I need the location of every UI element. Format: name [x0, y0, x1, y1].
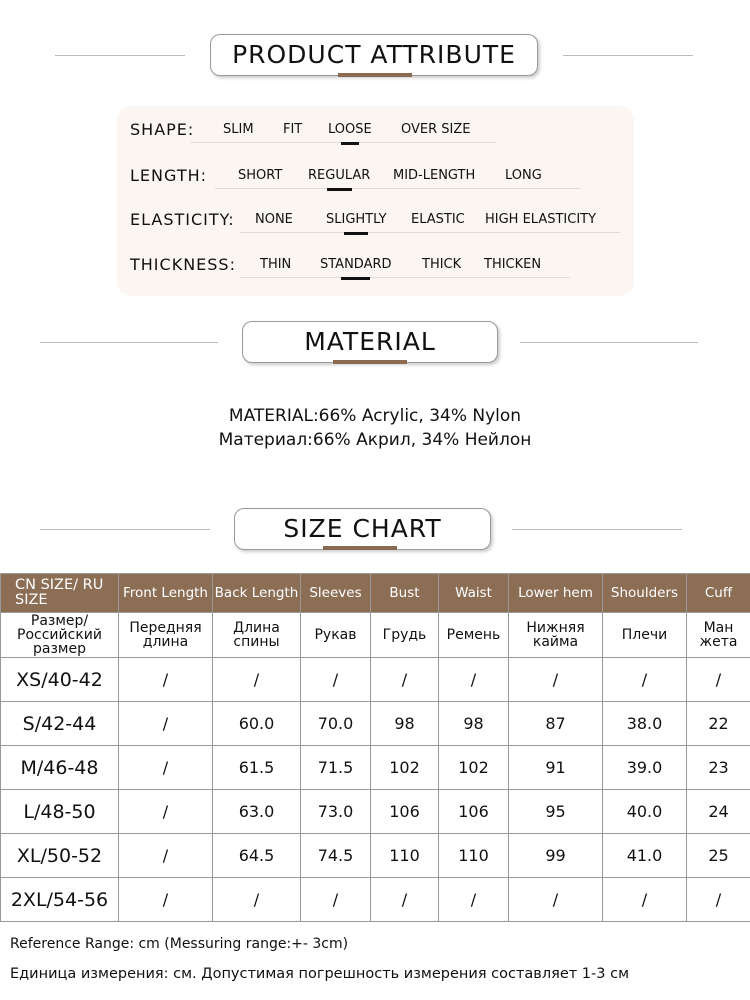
- measurement-cell: /: [509, 658, 603, 702]
- table-row: [1, 834, 750, 878]
- material-russian: Материал:66% Акрил, 34% Нейлон: [218, 430, 532, 450]
- size-chart-table: [0, 573, 750, 922]
- title-accent: [338, 73, 412, 77]
- attribute-option: SHORT: [238, 168, 283, 183]
- measurement-cell: /: [119, 834, 213, 878]
- column-header-ru: Размер/ Российский размер: [1, 613, 119, 658]
- column-header: Cuff: [687, 574, 750, 613]
- column-header-ru: Нижняя кайма: [509, 613, 603, 658]
- size-chart-title: SIZE CHART: [234, 508, 491, 550]
- column-header: Back Length: [213, 574, 301, 613]
- material-title: MATERIAL: [242, 321, 498, 363]
- measurement-cell: 60.0: [213, 702, 301, 746]
- title-accent: [333, 360, 407, 364]
- attribute-option-selected: REGULAR: [308, 168, 371, 183]
- column-header-ru: Ремень: [439, 613, 509, 658]
- measurement-cell: /: [687, 658, 750, 702]
- table-row: [1, 746, 750, 790]
- divider: [55, 55, 185, 56]
- measurement-cell: 64.5: [213, 834, 301, 878]
- measurement-cell: 106: [439, 790, 509, 834]
- measurement-cell: 91: [509, 746, 603, 790]
- measurement-cell: /: [371, 878, 439, 922]
- measurement-cell: 110: [371, 834, 439, 878]
- measurement-cell: 106: [371, 790, 439, 834]
- measurement-cell: 22: [687, 702, 750, 746]
- column-header-ru: Длина спины: [213, 613, 301, 658]
- measurement-cell: 71.5: [301, 746, 371, 790]
- column-header: Shoulders: [603, 574, 687, 613]
- column-header: Waist: [439, 574, 509, 613]
- attribute-option: OVER SIZE: [401, 122, 471, 137]
- column-header-ru: Плечи: [603, 613, 687, 658]
- divider: [563, 55, 693, 56]
- measurement-cell: 87: [509, 702, 603, 746]
- attribute-option-selected: SLIGHTLY: [326, 212, 387, 227]
- measurement-cell: /: [371, 658, 439, 702]
- attribute-option: THIN: [260, 257, 292, 272]
- column-header-ru: Рукав: [301, 613, 371, 658]
- measurement-cell: 25: [687, 834, 750, 878]
- size-cell: 2XL/54-56: [1, 878, 119, 922]
- column-header: CN SIZE/ RU SIZE: [1, 574, 119, 613]
- measurement-cell: 98: [371, 702, 439, 746]
- table-row: [1, 878, 750, 922]
- attribute-option: NONE: [255, 212, 293, 227]
- measurement-cell: 38.0: [603, 702, 687, 746]
- measurement-cell: 102: [371, 746, 439, 790]
- measurement-cell: /: [301, 878, 371, 922]
- measurement-cell: 23: [687, 746, 750, 790]
- column-header: Bust: [371, 574, 439, 613]
- attribute-underline: [215, 188, 580, 189]
- measurement-cell: /: [213, 658, 301, 702]
- measurement-cell: 102: [439, 746, 509, 790]
- divider: [40, 529, 210, 530]
- size-cell: L/48-50: [1, 790, 119, 834]
- size-cell: XL/50-52: [1, 834, 119, 878]
- attribute-underline: [240, 277, 570, 278]
- measurement-cell: 110: [439, 834, 509, 878]
- size-cell: S/42-44: [1, 702, 119, 746]
- size-cell: M/46-48: [1, 746, 119, 790]
- size-cell: XS/40-42: [1, 658, 119, 702]
- divider: [40, 342, 218, 343]
- reference-note: Reference Range: cm (Messuring range:+- 3cm): [10, 936, 349, 952]
- measurement-cell: 41.0: [603, 834, 687, 878]
- divider: [512, 529, 682, 530]
- measurement-cell: 40.0: [603, 790, 687, 834]
- table-row: [1, 790, 750, 834]
- attribute-label: ELASTICITY:: [130, 210, 235, 229]
- measurement-cell: /: [603, 878, 687, 922]
- measurement-cell: 74.5: [301, 834, 371, 878]
- measurement-cell: 73.0: [301, 790, 371, 834]
- attribute-label: LENGTH:: [130, 166, 208, 185]
- column-header-ru: Ман жета: [687, 613, 750, 658]
- measurement-cell: /: [119, 790, 213, 834]
- column-header-ru: Передняя длина: [119, 613, 213, 658]
- measurement-cell: /: [687, 878, 750, 922]
- measurement-cell: /: [119, 746, 213, 790]
- measurement-cell: 24: [687, 790, 750, 834]
- attribute-option: THICKEN: [484, 257, 542, 272]
- attribute-option: LONG: [505, 168, 542, 183]
- measurement-cell: /: [439, 878, 509, 922]
- measurement-cell: 99: [509, 834, 603, 878]
- measurement-cell: /: [439, 658, 509, 702]
- measurement-cell: 39.0: [603, 746, 687, 790]
- attribute-option: ELASTIC: [411, 212, 465, 227]
- column-header: Sleeves: [301, 574, 371, 613]
- measurement-cell: 95: [509, 790, 603, 834]
- measurement-cell: /: [119, 658, 213, 702]
- attribute-option: MID-LENGTH: [393, 168, 476, 183]
- title-accent: [323, 546, 397, 550]
- measurement-cell: 61.5: [213, 746, 301, 790]
- product-attribute-title: PRODUCT ATTRIBUTE: [210, 34, 538, 76]
- measurement-cell: /: [119, 878, 213, 922]
- column-header: Front Length: [119, 574, 213, 613]
- table-row: [1, 658, 750, 702]
- measurement-note-ru: Единица измерения: см. Допустимая погрешность измерения составляет 1-3 см: [10, 966, 630, 982]
- measurement-cell: /: [603, 658, 687, 702]
- measurement-cell: /: [301, 658, 371, 702]
- measurement-cell: 63.0: [213, 790, 301, 834]
- divider: [520, 342, 698, 343]
- measurement-cell: /: [509, 878, 603, 922]
- attribute-option: THICK: [422, 257, 462, 272]
- material-english: MATERIAL:66% Acrylic, 34% Nylon: [228, 406, 522, 426]
- measurement-cell: /: [213, 878, 301, 922]
- attribute-label: SHAPE:: [130, 120, 195, 139]
- attribute-option: FIT: [283, 122, 303, 137]
- attribute-underline: [240, 232, 620, 233]
- measurement-cell: 70.0: [301, 702, 371, 746]
- attribute-label: THICKNESS:: [130, 255, 236, 274]
- attribute-option: SLIM: [223, 122, 254, 137]
- attribute-option: HIGH ELASTICITY: [485, 212, 597, 227]
- measurement-cell: /: [119, 702, 213, 746]
- attribute-option-selected: LOOSE: [328, 122, 372, 137]
- table-row: [1, 702, 750, 746]
- measurement-cell: 98: [439, 702, 509, 746]
- attribute-option-selected: STANDARD: [320, 257, 392, 272]
- column-header-ru: Грудь: [371, 613, 439, 658]
- column-header: Lower hem: [509, 574, 603, 613]
